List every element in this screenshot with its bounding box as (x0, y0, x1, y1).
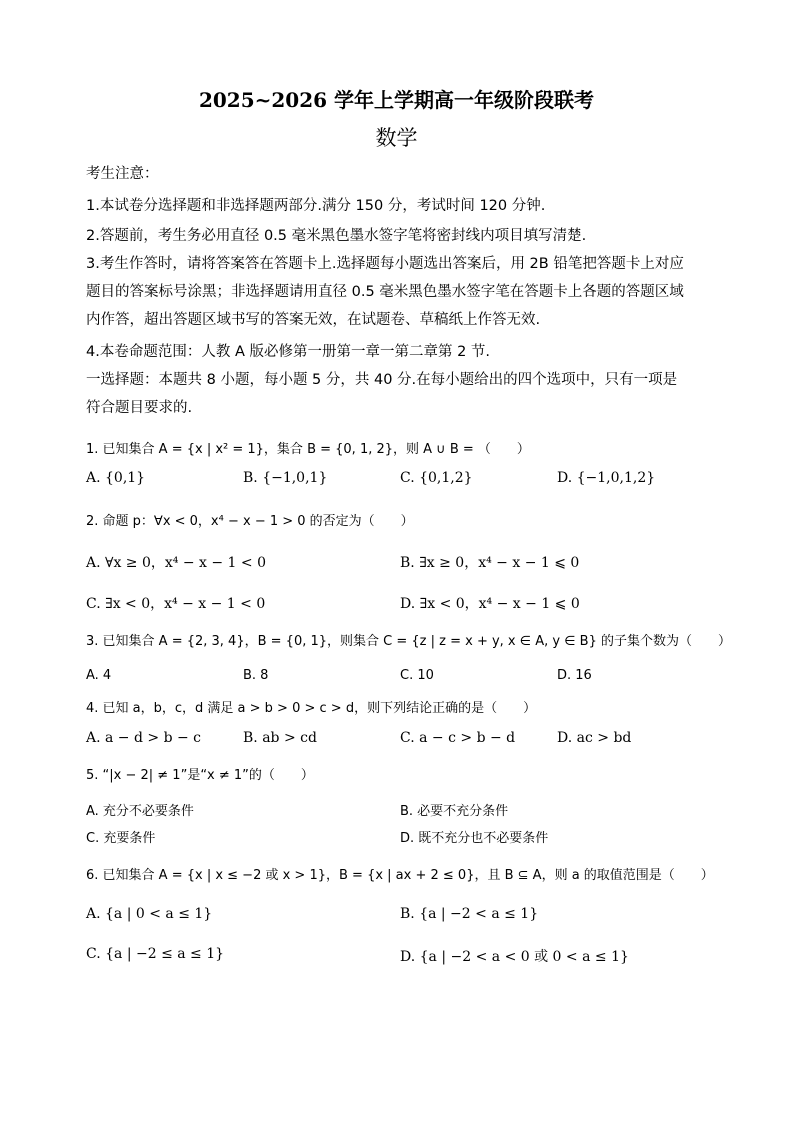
notice-3a: 3.考生作答时，请将答案答在答题卡上.选择题每小题选出答案后，用 2B 铅笔把答题卡上对应 (86, 256, 684, 272)
q4-option-a: A. a − d > b − c (86, 730, 202, 746)
q3-option-a: A. 4 (86, 668, 112, 683)
q5-stem: 5. “|x − 2| ≠ 1”是“x ≠ 1”的（ ） (86, 768, 314, 783)
exam-title: 2025~2026 学年上学期高一年级阶段联考 (198, 88, 595, 112)
notice-heading: 考生注意： (86, 166, 159, 182)
q4-option-d: D. ac > bd (557, 730, 632, 746)
q1-option-c: C. {0,1,2} (400, 470, 473, 486)
notice-4: 4.本卷命题范围：人教 A 版必修第一册第一章一第二章第 2 节. (86, 344, 491, 360)
q6-option-d: D. {a | −2 < a < 0 或 0 < a ≤ 1} (400, 949, 629, 965)
q1-option-b: B. {−1,0,1} (243, 470, 328, 486)
q2-option-b: B. ∃x ≥ 0，x⁴ − x − 1 ⩽ 0 (400, 555, 580, 571)
q3-stem: 3. 已知集合 A = {2, 3, 4}，B = {0, 1}，则集合 C = {z | z = x + y, x ∈ A, y ∈ B} 的子集个数为（ ） (86, 634, 731, 649)
q2-option-a: A. ∀x ≥ 0，x⁴ − x − 1 < 0 (86, 555, 267, 571)
q5-option-d: D. 既不充分也不必要条件 (400, 831, 549, 846)
q4-option-b: B. ab > cd (243, 730, 317, 746)
q2-stem: 2. 命题 p：∀x < 0，x⁴ − x − 1 > 0 的否定为（ ） (86, 514, 414, 529)
q1-stem: 1. 已知集合 A = {x | x² = 1}，集合 B = {0, 1, 2}，则 A ∪ B = （ ） (86, 442, 530, 457)
q2-option-c: C. ∃x < 0，x⁴ − x − 1 < 0 (86, 596, 266, 612)
q6-option-c: C. {a | −2 ≤ a ≤ 1} (86, 946, 225, 962)
q5-option-c: C. 充要条件 (86, 831, 156, 846)
section-heading-2: 符合题目要求的. (86, 400, 193, 416)
q6-option-a: A. {a | 0 < a ≤ 1} (86, 906, 213, 922)
q6-stem: 6. 已知集合 A = {x | x ≤ −2 或 x > 1}，B = {x | ax + 2 ≤ 0}，且 B ⊆ A，则 a 的取值范围是（ ） (86, 868, 714, 883)
q2-option-d: D. ∃x < 0，x⁴ − x − 1 ⩽ 0 (400, 596, 580, 612)
q3-option-b: B. 8 (243, 668, 269, 683)
q1-option-d: D. {−1,0,1,2} (557, 470, 656, 486)
q5-option-b: B. 必要不充分条件 (400, 804, 509, 819)
subject-title: 数学 (375, 126, 418, 150)
notice-1: 1.本试卷分选择题和非选择题两部分.满分 150 分，考试时间 120 分钟. (86, 198, 546, 214)
section-heading-1: 一选择题：本题共 8 小题，每小题 5 分，共 40 分.在每小题给出的四个选项中，只有一项是 (86, 372, 678, 388)
q1-option-a: A. {0,1} (86, 470, 146, 486)
q5-option-a: A. 充分不必要条件 (86, 804, 194, 819)
q3-option-d: D. 16 (557, 668, 592, 683)
q6-option-b: B. {a | −2 < a ≤ 1} (400, 906, 539, 922)
notice-3b: 题目的答案标号涂黑；非选择题请用直径 0.5 毫米黑色墨水签字笔在答题卡上各题的答题区域 (86, 284, 684, 300)
q3-option-c: C. 10 (400, 668, 434, 683)
q4-stem: 4. 已知 a，b，c，d 满足 a > b > 0 > c > d，则下列结论正确的是（ ） (86, 701, 537, 716)
q4-option-c: C. a − c > b − d (400, 730, 516, 746)
notice-3c: 内作答，超出答题区域书写的答案无效，在试题卷、草稿纸上作答无效. (86, 312, 541, 328)
notice-2: 2.答题前，考生务必用直径 0.5 毫米黑色墨水签字笔将密封线内项目填写清楚. (86, 228, 587, 244)
